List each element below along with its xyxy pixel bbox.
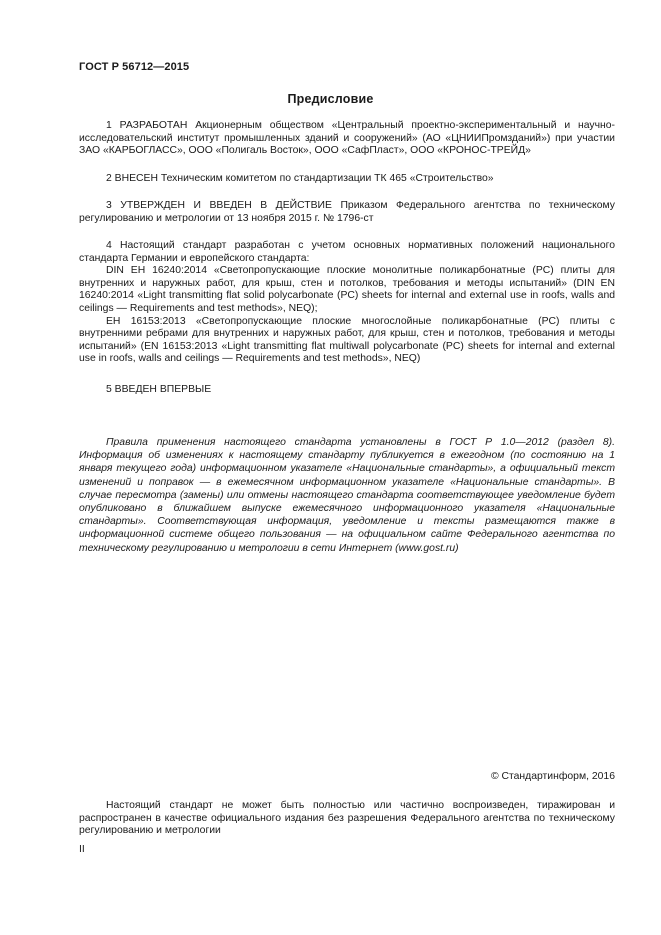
section-2: [79, 173, 615, 186]
section-4-intro: 4 Настоящий стандарт разработан с учетом основных нормативных положений национального стандарта Германии и европейского стандарта:: [79, 240, 615, 264]
section-1: [79, 120, 615, 158]
copyright: © Стандартинформ, 2016: [490, 771, 615, 782]
application-rules-text: Правила применения настоящего стандарта установлены в ГОСТ Р 1.0—2012 (раздел 8). Информация об изменениях к настоящему стандарту публикуется в ежегодном (по состоянию на 1 января текущего года) информационном указателе «Национальные стандарты», а официальный текст изменений и поправок — в ежемесячном информационном указателе «Национальные стандарты». В случае пересмотра (замены) или отмены настоящего стандарта соответствующее уведомление будет опубликовано в ближайшем выпуске ежемесячного информационного указателя «Национальные стандарты». Соответствующая информация, уведомление и тексты размещаются также в информационной системе общего пользования — на официальном сайте Федерального агентства по техническому регулированию и метрологии в сети Интернет (www.gost.ru): [79, 437, 615, 554]
page-title: Предисловие: [287, 92, 374, 106]
section-4-en-reference: ЕН 16153:2013 «Светопропускающие плоские многослойные поликарбонатные (PC) плиты с внутренними ребрами для внутренних и наружных работ, для крыш, стен и потолков, требования и методы испытаний» (EN 16153:2013 «Light transmitting flat multiwall polycarbonate (PC) sheets for internal and external use in roofs, walls and ceilings — Requirements and test methods», NEQ): [79, 315, 615, 365]
reproduction-notice: [79, 800, 615, 838]
section-1-paragraph: 1 РАЗРАБОТАН Акционерным обществом «Центральный проектно-экспериментальный и научно-исследовательский институт промышленных зданий и сооружений» (АО «ЦНИИПромзданий») при участии ЗАО «КАРБОГЛАСС», ООО «Полигаль Восток», ООО «СафПласт», ООО «КРОНОС-ТРЕЙД»: [79, 120, 615, 157]
section-5: [79, 384, 615, 397]
section-4-din-reference: DIN ЕН 16240:2014 «Светопропускающие плоские монолитные поликарбонатные (PC) плиты для внутренних и наружных работ, для крыш, стен и потолков, требования и методы испытаний» (DIN EN 16240:2014 «Light transmitting flat solid polycarbonate (PC) sheets for internal and external use in roofs, walls and ceilings — Requirements and test methods», NEQ);: [79, 265, 615, 314]
reproduction-notice-text: Настоящий стандарт не может быть полностью или частично воспроизведен, тиражирован и распространен в качестве официального издания без разрешения Федерального агентства по техническому регулированию и метрологии: [79, 800, 615, 837]
section-2-paragraph: 2 ВНЕСЕН Техническим комитетом по стандартизации ТК 465 «Строительство»: [106, 173, 494, 184]
section-3-paragraph: 3 УТВЕРЖДЕН И ВВЕДЕН В ДЕЙСТВИЕ Приказом Федерального агентства по техническому регулированию и метрологии от 13 ноября 2015 г. № 1796-ст: [79, 200, 615, 224]
page-number: II: [79, 844, 85, 855]
section-5-paragraph: 5 ВВЕДЕН ВПЕРВЫЕ: [106, 384, 212, 395]
application-rules-note: [79, 436, 615, 555]
section-3: [79, 200, 615, 225]
section-4: [79, 240, 615, 366]
standard-code: ГОСТ Р 56712—2015: [79, 61, 190, 73]
